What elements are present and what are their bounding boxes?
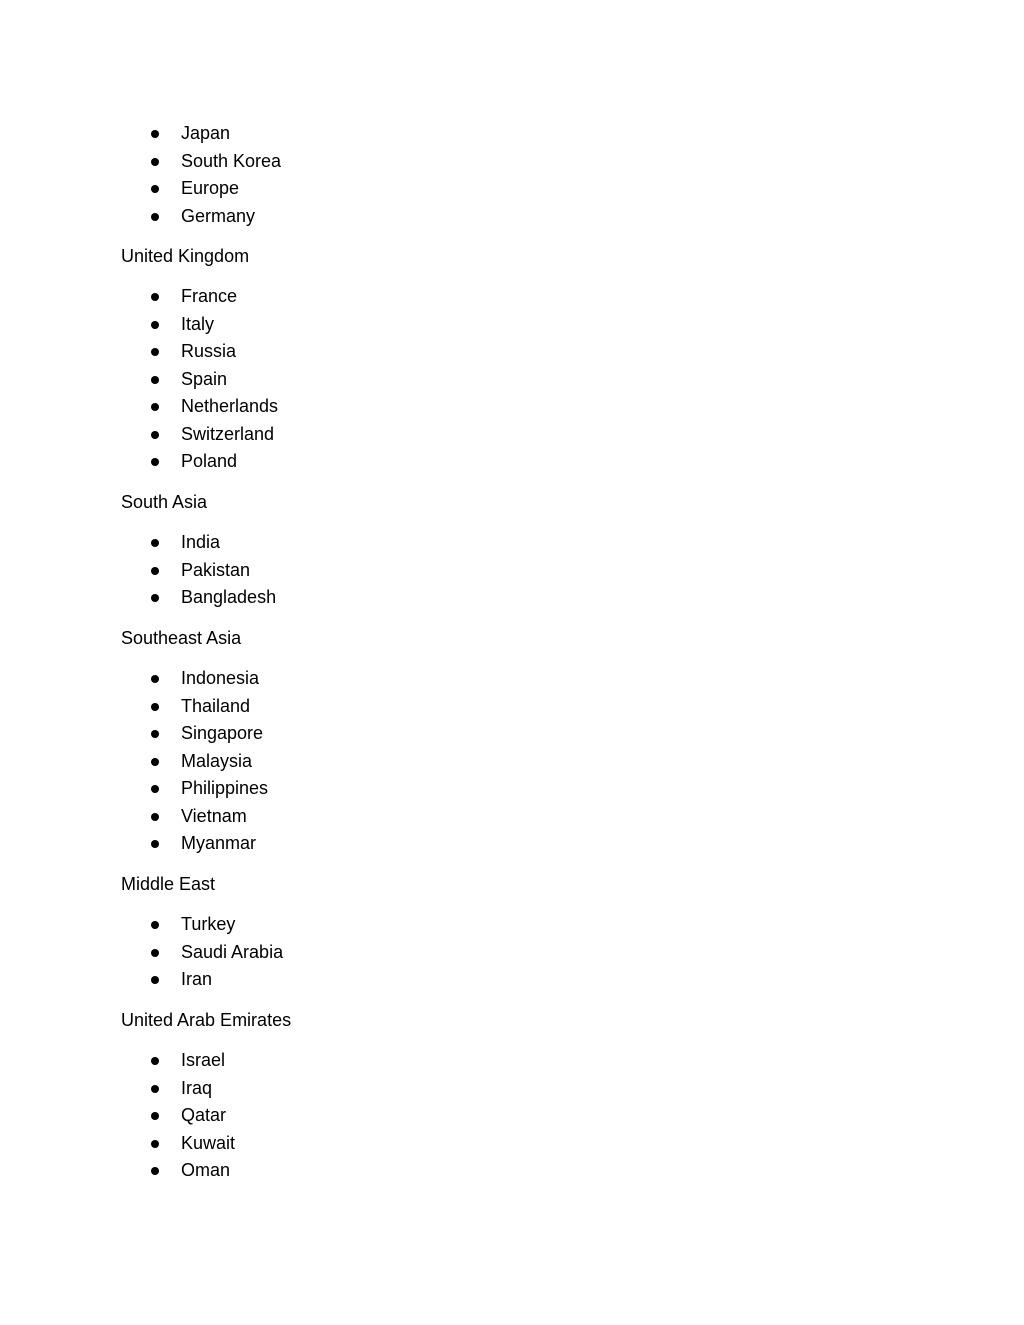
list-item-text: Kuwait [181,1132,236,1153]
list-item [121,448,721,476]
list-item [121,175,721,203]
bullet-icon [151,213,159,221]
list-item [121,1047,721,1075]
list-item-text: Saudi Arabia [181,941,284,962]
list-item [121,693,721,721]
bullet-icon [151,1140,159,1148]
bullet-icon [151,539,159,547]
bullet-icon [151,921,159,929]
list-item-text: Myanmar [181,833,257,853]
list-item [121,283,721,311]
bullet-icon [151,785,159,793]
list-item [121,939,721,967]
list-item-text: Germany [181,205,256,226]
bullet-icon [151,1167,159,1175]
list-item [121,911,721,939]
list-item-text: Indonesia [181,668,260,688]
bullet-icon [151,976,159,984]
list-item [121,748,721,776]
bullet-icon [151,348,159,356]
bullet-icon [151,813,159,821]
list-item [121,311,721,339]
list-item-text: France [181,286,238,306]
bullet-icon [151,949,159,957]
list-item [121,584,721,612]
list-item-text: Malaysia [181,750,253,771]
section-heading: Middle East [121,874,216,894]
list-item-text: Qatar [181,1105,227,1125]
list-item [121,529,721,557]
list-item [121,803,721,831]
bullet-icon [151,403,159,411]
list-item [121,557,721,585]
list-item [121,148,721,176]
list-item [121,120,721,148]
list-item-text: Spain [181,368,228,389]
list-item [121,665,721,693]
list-item-text: Thailand [181,695,251,716]
section-heading: United Kingdom [121,246,250,266]
list-item [121,338,721,366]
bullet-icon [151,130,159,138]
list-item-text: Iran [181,969,213,989]
bullet-list-4 [121,665,721,858]
section-heading: United Arab Emirates [121,1010,292,1030]
bullet-icon [151,293,159,301]
list-item [121,1102,721,1130]
bullet-list-5 [121,911,721,994]
list-item-text: Bangladesh [181,587,277,607]
list-item [121,1075,721,1103]
bullet-list-3 [121,529,721,612]
section-heading: Southeast Asia [121,628,242,648]
bullet-icon [151,458,159,466]
bullet-icon [151,376,159,384]
bullet-icon [151,675,159,683]
list-item-text: South Korea [181,150,282,171]
list-item-text: India [181,532,221,552]
bullet-icon [151,1085,159,1093]
bullet-icon [151,1112,159,1120]
list-item [121,966,721,994]
list-item [121,720,721,748]
list-item [121,393,721,421]
list-item-text: Oman [181,1160,231,1180]
list-item-text: Switzerland [181,423,275,444]
list-item-text: Philippines [181,778,269,798]
list-item [121,366,721,394]
bullet-list-2 [121,283,721,476]
bullet-icon [151,703,159,711]
bullet-icon [151,594,159,602]
list-item [121,421,721,449]
bullet-icon [151,158,159,166]
bullet-icon [151,567,159,575]
list-item-text: Japan [181,123,231,143]
bullet-icon [151,1057,159,1065]
bullet-icon [151,321,159,329]
list-item [121,830,721,858]
list-item-text: Iraq [181,1077,213,1098]
section-heading: South Asia [121,492,208,512]
list-item-text: Singapore [181,723,264,743]
bullet-icon [151,431,159,439]
list-item-text: Russia [181,341,237,361]
list-item [121,203,721,231]
bullet-icon [151,730,159,738]
bullet-list-1 [121,120,721,230]
bullet-icon [151,185,159,193]
list-item-text: Italy [181,313,215,334]
bullet-list-6 [121,1047,721,1185]
list-item [121,1130,721,1158]
list-item-text: Netherlands [181,396,279,416]
list-item-text: Turkey [181,914,236,934]
bullet-icon [151,758,159,766]
list-item-text: Pakistan [181,559,251,580]
list-item-text: Poland [181,451,238,471]
list-item-text: Israel [181,1050,226,1070]
list-item [121,775,721,803]
bullet-icon [151,840,159,848]
list-item-text: Europe [181,178,240,198]
list-item [121,1157,721,1185]
list-item-text: Vietnam [181,805,247,826]
